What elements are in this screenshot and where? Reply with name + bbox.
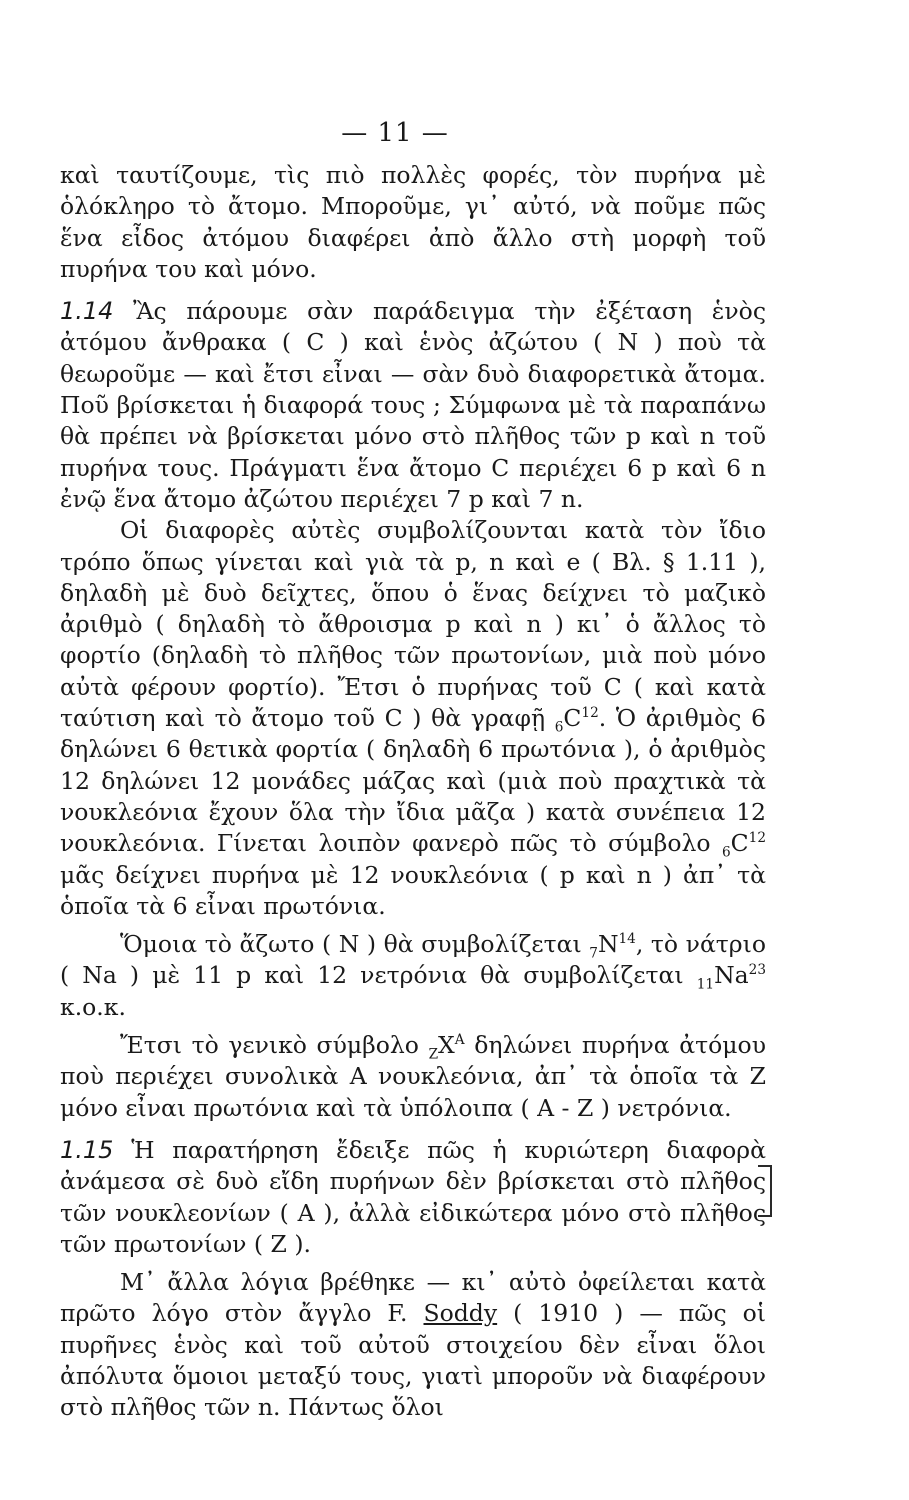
general-letter: X: [438, 1031, 455, 1060]
body-text: [60, 160, 766, 1424]
sodium-symbol: [696, 961, 766, 994]
paragraph-4: [60, 929, 766, 1023]
carbon-mass-number-2: 12: [748, 830, 766, 847]
paragraph-4-text-c: κ.ο.κ.: [60, 992, 126, 1021]
paragraph-5-text-b: δηλώνει πυρήνα ἀτόμου ποὺ περιέχει συνολικὰ A νουκλεόνια, ἀπ᾿ τὰ ὁποῖα τὰ Z μόνο εἶναι πρωτόνια καὶ τὰ ὑπόλοιπα ( A - Z ) νετρόνια.: [60, 1031, 766, 1122]
carbon-symbol: [554, 704, 599, 736]
paragraph-5: [60, 1030, 766, 1124]
paragraph-3: [60, 515, 766, 922]
carbon-atomic-number: 6: [554, 719, 564, 736]
carbon-atomic-number-2: 6: [722, 844, 731, 861]
paragraph-3-text-a: Οἱ διαφορὲς αὐτὲς συμβολίζουνται κατὰ τὸν ἴδιο τρόπο ὅπως γίνεται καὶ γιὰ τὰ p, n καὶ e ( Βλ. § 1.11 ), δηλαδὴ μὲ δυὸ δεῖχτες, ὅπου ὁ ἕνας δείχνει τὸ μαζικὸ ἀριθμὸ ( δηλαδὴ τὸ ἄθροισμα p καὶ n ) κι᾿ ὁ ἄλλος τὸ φορτίο (δηλαδὴ τὸ πλῆθος τῶν πρωτονίων, μιὰ ποὺ μόνο αὐτὰ φέρουν φορτίο). Ἔτσι ὁ πυρήνας τοῦ C ( καὶ κατὰ ταύτιση καὶ τὸ ἄτομο τοῦ C ) θὰ γραφῇ: [60, 516, 766, 733]
paragraph-4-text-a: Ὅμοια τὸ ἄζωτο ( N ) θὰ συμβολίζεται: [120, 930, 590, 959]
carbon-letter-2: C: [730, 829, 749, 858]
paragraph-6-text: Ἡ παρατήρηση ἔδειξε πῶς ἡ κυριώτερη διαφορὰ ἀνάμεσα σὲ δυὸ εἴδη πυρήνων δὲν βρίσκεται στὸ πλῆθος τῶν νουκλεονίων ( A ), ἀλλὰ εἰδικώτερα μόνο στὸ πλῆθος τῶν πρωτονίων ( Z ).: [60, 1135, 766, 1258]
paragraph-1: [60, 160, 766, 285]
paragraph-4-text-b: , τὸ νάτριο ( Na ) μὲ 11 p καὶ 12 νετρόνια θὰ συμβολίζεται: [60, 930, 766, 990]
nitrogen-symbol: [589, 930, 636, 962]
paragraph-section-1-14: [60, 296, 766, 515]
paragraph-section-1-15: [60, 1135, 766, 1260]
page-number: — 11 —: [341, 118, 449, 148]
carbon-symbol-2: [722, 829, 766, 861]
sodium-atomic-number: 11: [696, 977, 715, 994]
general-mass-number: A: [454, 1032, 465, 1049]
general-symbol: [428, 1031, 465, 1063]
paragraph-7: [60, 1267, 766, 1423]
carbon-mass-number: 12: [581, 705, 599, 722]
paragraph-2-text: Ἂς πάρουμε σὰν παράδειγμα τὴν ἐξέταση ἑνὸς ἀτόμου ἄνθρακα ( C ) καὶ ἑνὸς ἀζώτου ( N ) ποὺ τὰ θεωροῦμε — καὶ ἔτσι εἶναι — σὰν δυὸ διαφορετικὰ ἄτομα. Ποῦ βρίσκεται ἡ διαφορά τους ; Σύμφωνα μὲ τὰ παραπάνω θὰ πρέπει νὰ βρίσκεται μόνο στὸ πλῆθος τῶν p καὶ n τοῦ πυρήνα τους. Πράγματι ἕνα ἄτομο C περιέχει 6 p καὶ 6 n ἐνῷ ἕνα ἄτομο ἀζώτου περιέχει 7 p καὶ 7 n.: [60, 297, 766, 513]
section-number-1-15: 1.15: [60, 1135, 114, 1164]
paragraph-7-text-a: Μ᾿ ἄλλα λόγια βρέθηκε — κι᾿ αὐτὸ ὀφείλεται κατὰ πρῶτο λόγο στὸν ἄγγλο F.: [60, 1268, 766, 1328]
carbon-letter: C: [563, 704, 582, 733]
section-number-1-14: 1.14: [60, 297, 114, 326]
sodium-letters: Na: [714, 961, 749, 990]
paragraph-5-text-a: Ἔτσι τὸ γενικὸ σύμβολο: [120, 1031, 429, 1060]
general-atomic-number: Z: [428, 1046, 439, 1063]
paragraph-7-text-b: ( 1910 ) — πῶς οἱ πυρῆνες ἑνὸς καὶ τοῦ αὐτοῦ στοιχείου δὲν εἶναι ὅλοι ἀπόλυτα ὅμοιοι μεταξύ τους, γιατὶ μποροῦν νὰ διαφέρουν στὸ πλῆθος τῶν n. Πάντως ὅλοι: [60, 1299, 767, 1422]
paragraph-3-text-c: μᾶς δείχνει πυρήνα μὲ 12 νουκλεόνια ( p καὶ n ) ἀπ᾿ τὰ ὁποῖα τὰ 6 εἶναι πρωτόνια.: [60, 860, 766, 920]
margin-bracket-mark: [758, 1165, 772, 1217]
paragraph-3-text-b: . Ὁ ἀριθμὸς 6 δηλώνει 6 θετικὰ φορτία ( δηλαδὴ 6 πρωτόνια ), ὁ ἀριθμὸς 12 δηλώνει 12 μονάδες μάζας καὶ (μιὰ ποὺ πραχτικὰ τὰ νουκλεόνια ἔχουν ὅλα τὴν ἴδια μᾶζα ) κατὰ συνέπεια 12 νουκλεόνια. Γίνεται λοιπὸν φανερὸ πῶς τὸ σύμβολο: [60, 704, 767, 858]
sodium-mass-number: 23: [748, 962, 766, 979]
paragraph-1-text: καὶ ταυτίζουμε, τὶς πιὸ πολλὲς φορές, τὸν πυρήνα μὲ ὁλόκληρο τὸ ἄτομο. Μποροῦμε, γι᾿ αὐτό, νὰ ποῦμε πῶς ἕνα εἶδος ἀτόμου διαφέρει ἀπὸ ἄλλο στὴ μορφὴ τοῦ πυρήνα του καὶ μόνο.: [60, 161, 766, 283]
nitrogen-letter: N: [597, 930, 619, 959]
nitrogen-mass-number: 14: [618, 931, 636, 948]
nitrogen-atomic-number: 7: [589, 945, 598, 962]
soddy-name: Soddy: [423, 1299, 498, 1328]
